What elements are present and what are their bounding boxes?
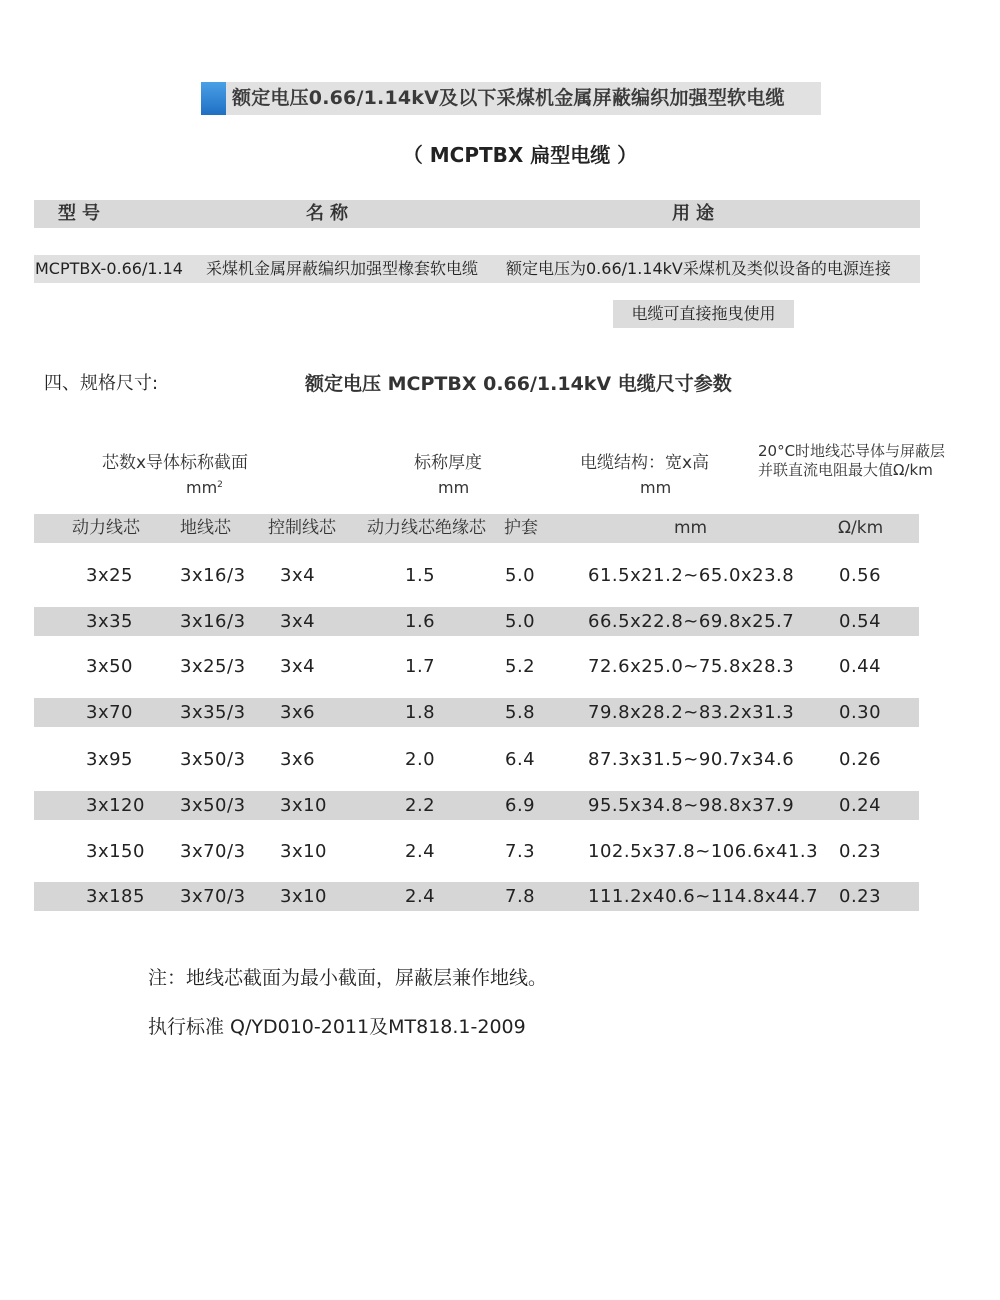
page-subtitle: （ MCPTBX 扁型电缆 ） <box>402 143 638 167</box>
cell-control: 3x6 <box>280 749 316 770</box>
cell-resistance: 0.30 <box>839 702 882 723</box>
cell-resistance: 0.23 <box>839 841 882 862</box>
sub-header-insulation: 动力线芯绝缘芯 <box>367 518 486 538</box>
cell-dimensions: 95.5x34.8~98.8x37.9 <box>588 795 795 816</box>
cell-earth: 3x70/3 <box>180 841 246 862</box>
usage-note: 电缆可直接拖曳使用 <box>613 300 794 328</box>
sub-header-earth: 地线芯 <box>180 518 231 538</box>
cell-control: 3x10 <box>280 886 328 907</box>
cell-earth: 3x50/3 <box>180 749 246 770</box>
cell-earth: 3x16/3 <box>180 565 246 586</box>
cell-insulation: 1.7 <box>405 656 436 677</box>
resistance-header-line2: 并联直流电阻最大值Ω/km <box>758 461 933 479</box>
cell-sheath: 6.4 <box>505 749 536 770</box>
cell-dimensions: 72.6x25.0~75.8x28.3 <box>588 656 795 677</box>
cell-power: 3x70 <box>86 702 134 723</box>
group-header-cores: 芯数x导体标称截面 <box>102 453 249 473</box>
cell-power: 3x50 <box>86 656 134 677</box>
cell-resistance: 0.23 <box>839 886 882 907</box>
cell-sheath: 5.0 <box>505 611 536 632</box>
section-label: 四、规格尺寸: <box>44 373 159 394</box>
cell-power: 3x95 <box>86 749 134 770</box>
cell-sheath: 5.8 <box>505 702 536 723</box>
header-model: 型号 <box>58 203 106 224</box>
cell-sheath: 5.2 <box>505 656 536 677</box>
cell-insulation: 1.5 <box>405 565 436 586</box>
cell-insulation: 2.4 <box>405 886 436 907</box>
cell-resistance: 0.56 <box>839 565 882 586</box>
footer-standard: 执行标准 Q/YD010-2011及MT818.1-2009 <box>148 1016 526 1038</box>
cell-dimensions: 61.5x21.2~65.0x23.8 <box>588 565 795 586</box>
section-title: 额定电压 MCPTBX 0.66/1.14kV 电缆尺寸参数 <box>305 373 732 395</box>
cell-power: 3x185 <box>86 886 145 907</box>
cell-dimensions: 111.2x40.6~114.8x44.7 <box>588 886 819 907</box>
resistance-header-line1: 20°C时地线芯导体与屏蔽层 <box>758 442 946 460</box>
cell-earth: 3x35/3 <box>180 702 246 723</box>
cell-control: 3x10 <box>280 795 328 816</box>
group-header-resistance <box>758 442 945 480</box>
page-title: 额定电压0.66/1.14kV及以下采煤机金属屏蔽编织加强型软电缆 <box>232 87 785 109</box>
cell-power: 3x150 <box>86 841 145 862</box>
unit-thickness: mm <box>438 478 470 497</box>
cell-sheath: 7.8 <box>505 886 536 907</box>
cell-dimensions: 66.5x22.8~69.8x25.7 <box>588 611 795 632</box>
sub-header-control: 控制线芯 <box>268 518 336 538</box>
title-accent-block <box>201 82 226 115</box>
cell-control: 3x10 <box>280 841 328 862</box>
cell-resistance: 0.54 <box>839 611 882 632</box>
cell-earth: 3x50/3 <box>180 795 246 816</box>
cell-dimensions: 79.8x28.2~83.2x31.3 <box>588 702 795 723</box>
cell-control: 3x4 <box>280 656 316 677</box>
name-value: 采煤机金属屏蔽编织加强型橡套软电缆 <box>206 259 479 278</box>
cell-control: 3x6 <box>280 702 316 723</box>
cell-power: 3x25 <box>86 565 134 586</box>
cell-insulation: 1.8 <box>405 702 436 723</box>
cell-earth: 3x16/3 <box>180 611 246 632</box>
model-value: MCPTBX-0.66/1.14 <box>35 259 183 278</box>
cell-control: 3x4 <box>280 611 316 632</box>
cell-control: 3x4 <box>280 565 316 586</box>
cell-dimensions: 102.5x37.8~106.6x41.3 <box>588 841 819 862</box>
header-usage: 用途 <box>672 203 720 224</box>
header-name: 名称 <box>306 203 354 224</box>
cell-sheath: 7.3 <box>505 841 536 862</box>
cell-power: 3x35 <box>86 611 134 632</box>
cell-insulation: 2.2 <box>405 795 436 816</box>
cell-resistance: 0.24 <box>839 795 882 816</box>
cell-sheath: 6.9 <box>505 795 536 816</box>
footer-note: 注：地线芯截面为最小截面，屏蔽层兼作地线。 <box>148 967 548 989</box>
group-header-thickness: 标称厚度 <box>414 453 482 473</box>
cell-earth: 3x25/3 <box>180 656 246 677</box>
cell-dimensions: 87.3x31.5~90.7x34.6 <box>588 749 795 770</box>
cell-insulation: 2.0 <box>405 749 436 770</box>
usage-value: 额定电压为0.66/1.14kV采煤机及类似设备的电源连接 <box>506 259 891 278</box>
cell-resistance: 0.44 <box>839 656 882 677</box>
cell-resistance: 0.26 <box>839 749 882 770</box>
cell-insulation: 2.4 <box>405 841 436 862</box>
model-table-header-bar <box>34 200 920 228</box>
unit-cores: $mm^2$ <box>186 478 223 497</box>
group-header-structure: 电缆结构：宽x高 <box>580 453 710 473</box>
sub-header-power: 动力线芯 <box>72 518 140 538</box>
cell-power: 3x120 <box>86 795 145 816</box>
unit-structure: mm <box>640 478 672 497</box>
sub-header-res-unit: Ω/km <box>838 518 884 538</box>
cell-insulation: 1.6 <box>405 611 436 632</box>
cell-earth: 3x70/3 <box>180 886 246 907</box>
cell-sheath: 5.0 <box>505 565 536 586</box>
sub-header-sheath: 护套 <box>504 518 538 538</box>
sub-header-dim-unit: mm <box>674 518 708 538</box>
